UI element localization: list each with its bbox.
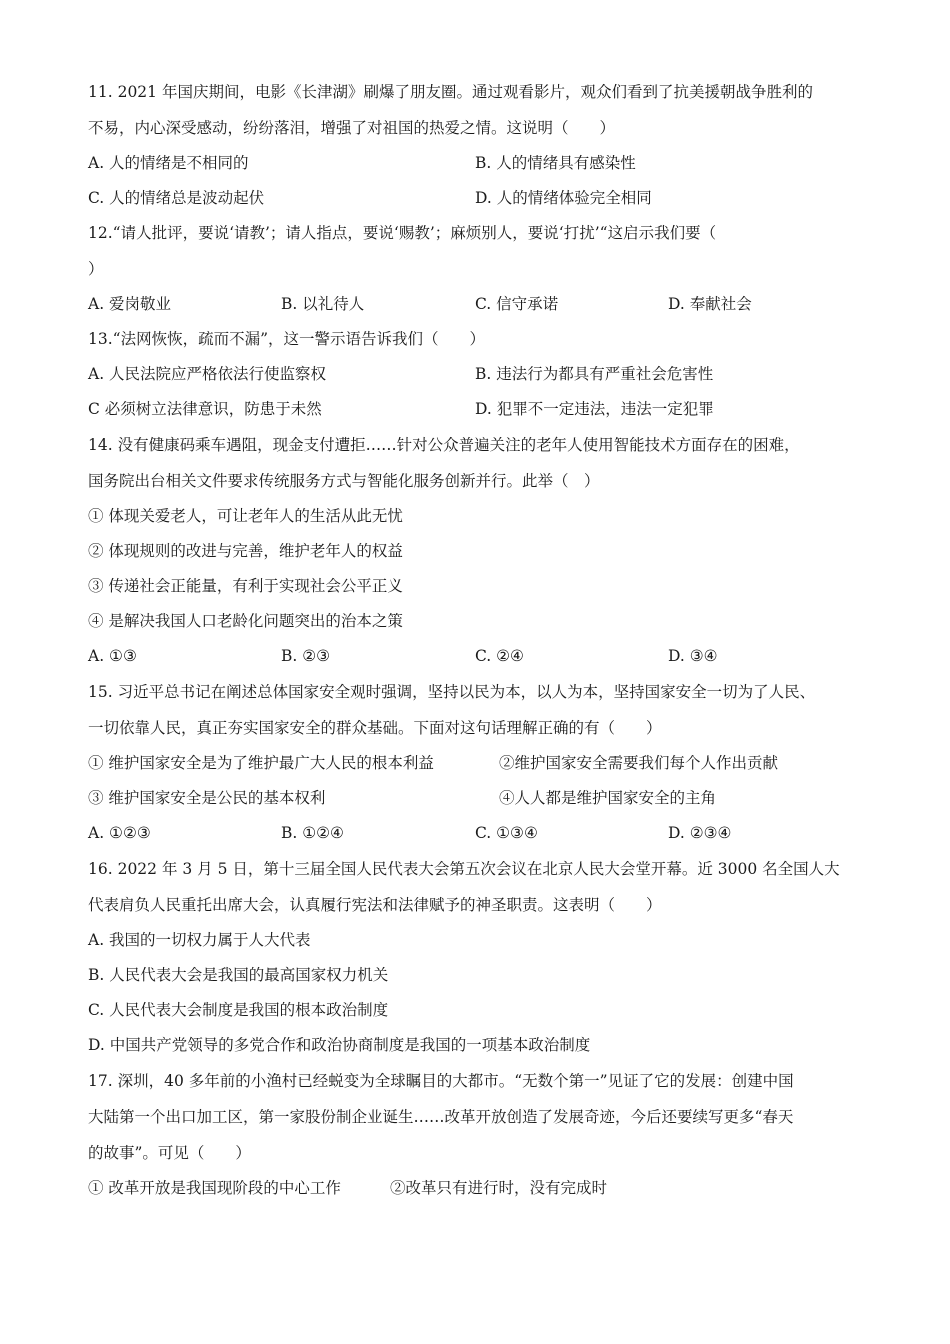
q17-stem-line2: 大陆第一个出口加工区，第一家股份制企业诞生……改革开放创造了发展奇迹，今后还要续写更多“春天 — [88, 1108, 794, 1126]
q11-option-c[interactable]: C. 人的情绪总是波动起伏 — [88, 189, 265, 207]
q12-option-d[interactable]: D. 奉献社会 — [668, 295, 752, 313]
q13-option-d[interactable]: D. 犯罪不一定违法，违法一定犯罪 — [475, 400, 714, 418]
q16-stem-line1: 16. 2022 年 3 月 5 日，第十三届全国人民代表大会第五次会议在北京人民大会堂开幕。近 3000 名全国人大 — [88, 860, 840, 878]
q11-option-d[interactable]: D. 人的情绪体验完全相同 — [475, 189, 652, 207]
q14-option-c[interactable]: C. ②④ — [475, 647, 524, 665]
q14-statement-1: ① 体现关爱老人，可让老年人的生活从此无忧 — [88, 507, 403, 525]
q14-stem-line1: 14. 没有健康码乘车遇阻，现金支付遭拒……针对公众普遍关注的老年人使用智能技术方面存在的困难， — [88, 436, 800, 454]
q15-option-a[interactable]: A. ①②③ — [88, 824, 151, 842]
q15-statement-1: ① 维护国家安全是为了维护最广大人民的根本利益 — [88, 754, 434, 772]
q11-stem-line1: 11. 2021 年国庆期间，电影《长津湖》刷爆了朋友圈。通过观看影片，观众们看到了抗美援朝战争胜利的 — [88, 83, 813, 101]
q14-statement-4: ④ 是解决我国人口老龄化问题突出的治本之策 — [88, 612, 403, 630]
q13-option-b[interactable]: B. 违法行为都具有严重社会危害性 — [475, 365, 714, 383]
q16-option-a[interactable]: A. 我国的一切权力属于人大代表 — [88, 931, 311, 949]
q11-option-a[interactable]: A. 人的情绪是不相同的 — [88, 154, 249, 172]
q16-stem-line2: 代表肩负人民重托出席大会，认真履行宪法和法律赋予的神圣职责。这表明（ ） — [88, 896, 662, 914]
q16-option-d[interactable]: D. 中国共产党领导的多党合作和政治协商制度是我国的一项基本政治制度 — [88, 1036, 591, 1054]
q14-option-a[interactable]: A. ①③ — [88, 647, 137, 665]
q15-option-c[interactable]: C. ①③④ — [475, 824, 538, 842]
q15-stem-line1: 15. 习近平总书记在阐述总体国家安全观时强调，坚持以民为本，以人为本，坚持国家安全一切为了人民、 — [88, 683, 816, 701]
q14-statement-2: ② 体现规则的改进与完善，维护老年人的权益 — [88, 542, 403, 560]
q17-statement-1: ① 改革开放是我国现阶段的中心工作 — [88, 1179, 341, 1197]
q12-stem-line1: 12.“请人批评，要说‘请教’；请人指点，要说‘赐教’；麻烦别人，要说‘打扰’“这启示我们要（ — [88, 224, 717, 242]
q12-stem-line2: ） — [88, 260, 104, 278]
q16-option-b[interactable]: B. 人民代表大会是我国的最高国家权力机关 — [88, 966, 389, 984]
q16-option-c[interactable]: C. 人民代表大会制度是我国的根本政治制度 — [88, 1001, 389, 1019]
q15-statement-2: ②维护国家安全需要我们每个人作出贡献 — [499, 754, 779, 772]
q14-option-b[interactable]: B. ②③ — [281, 647, 331, 665]
q14-option-d[interactable]: D. ③④ — [668, 647, 718, 665]
q15-stem-line2: 一切依靠人民，真正夯实国家安全的群众基础。下面对这句话理解正确的有（ ） — [88, 719, 662, 737]
q11-option-b[interactable]: B. 人的情绪具有感染性 — [475, 154, 636, 172]
q17-stem-line1: 17. 深圳，40 多年前的小渔村已经蜕变为全球瞩目的大都市。“无数个第一”见证了它的发展：创建中国 — [88, 1072, 794, 1090]
q12-option-a[interactable]: A. 爱岗敬业 — [88, 295, 172, 313]
q13-stem-line1: 13.“法网恢恢，疏而不漏”，这一警示语告诉我们（ ） — [88, 330, 486, 348]
q17-stem-line3: 的故事”。可见（ ） — [88, 1144, 251, 1162]
q15-option-b[interactable]: B. ①②④ — [281, 824, 344, 842]
q12-option-c[interactable]: C. 信守承诺 — [475, 295, 559, 313]
q13-option-a[interactable]: A. 人民法院应严格依法行使监察权 — [88, 365, 327, 383]
q17-statement-2: ②改革只有进行时，没有完成时 — [390, 1179, 608, 1197]
q12-option-b[interactable]: B. 以礼待人 — [281, 295, 365, 313]
q13-option-c[interactable]: C 必须树立法律意识，防患于未然 — [88, 400, 322, 418]
q14-stem-line2: 国务院出台相关文件要求传统服务方式与智能化服务创新并行。此举（ ） — [88, 472, 600, 490]
q15-option-d[interactable]: D. ②③④ — [668, 824, 732, 842]
q11-stem-line2: 不易，内心深受感动，纷纷落泪，增强了对祖国的热爱之情。这说明（ ） — [88, 119, 616, 137]
q15-statement-3: ③ 维护国家安全是公民的基本权利 — [88, 789, 326, 807]
q15-statement-4: ④人人都是维护国家安全的主角 — [499, 789, 717, 807]
q14-statement-3: ③ 传递社会正能量，有利于实现社会公平正义 — [88, 577, 403, 595]
